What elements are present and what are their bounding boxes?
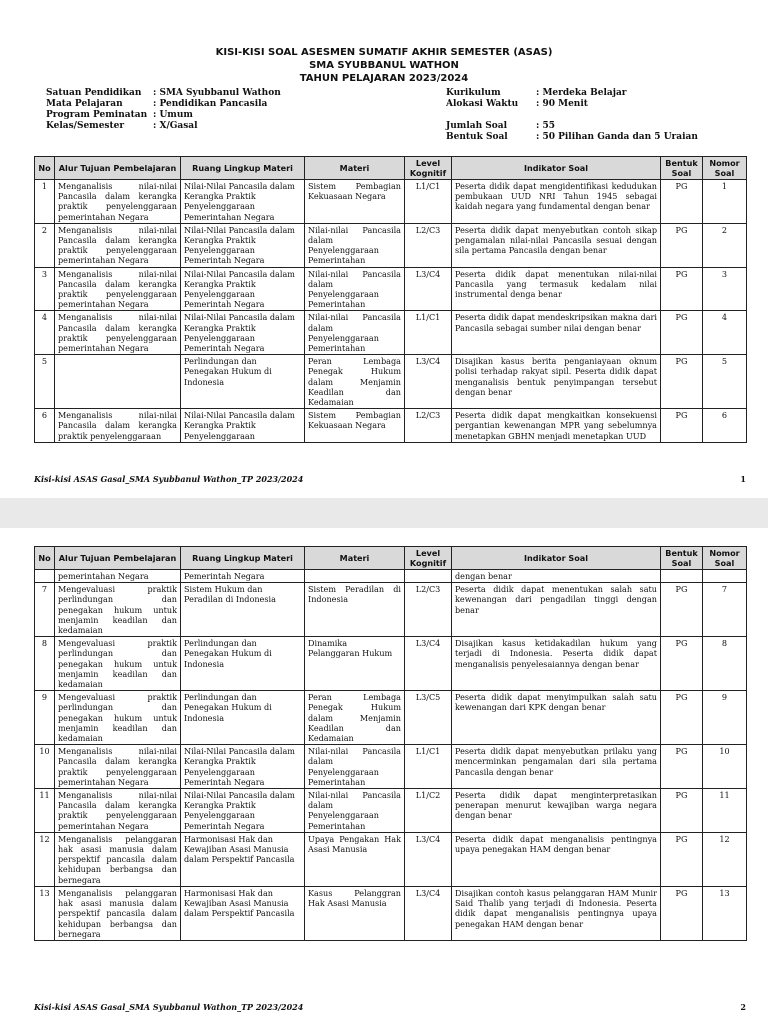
cell-nomor-soal: 2 (703, 223, 747, 267)
header-school: SMA SYUBBANUL WATHON (309, 60, 459, 71)
cell-alur-tujuan: Menganalisis nilai-nilai Pancasila dalam kerangka praktik penyelenggaraan pemerintahan Negara (55, 789, 181, 833)
column-header-indikator: Indikator Soal (452, 157, 661, 180)
column-header-indikator: Indikator Soal (452, 547, 661, 570)
table-row (35, 832, 747, 886)
cell-level-kognitif: L1/C1 (405, 311, 452, 355)
cell-no: 11 (35, 789, 55, 833)
cell-nomor-soal: 9 (703, 691, 747, 745)
meta-left (46, 88, 281, 132)
cell-level-kognitif: L3/C4 (405, 886, 452, 940)
document-header (0, 46, 768, 85)
meta-row (46, 99, 281, 110)
cell-bentuk-soal: PG (661, 223, 703, 267)
cell-ruang-lingkup: Nilai-Nilai Pancasila dalam Kerangka Praktik Penyelenggaraan Pemerintah Negara (181, 267, 305, 311)
cell-level-kognitif: L2/C3 (405, 223, 452, 267)
cell-no: 8 (35, 637, 55, 691)
kisi-kisi-table-page-2 (34, 546, 747, 941)
meta-value: : 50 Pilihan Ganda dan 5 Uraian (536, 132, 698, 142)
meta-row (46, 121, 281, 132)
meta-value: : Umum (153, 110, 193, 120)
table-header-row (35, 157, 747, 180)
cell-ruang-lingkup: Harmonisasi Hak dan Kewajiban Asasi Manusia dalam Perspektif Pancasila (181, 886, 305, 940)
cell-level-kognitif: L3/C4 (405, 267, 452, 311)
cell-no: 3 (35, 267, 55, 311)
cell-bentuk-soal: PG (661, 311, 703, 355)
table-row (35, 355, 747, 409)
cell-materi: Sistem Peradilan di Indonesia (305, 583, 405, 637)
cell-ruang-lingkup: Perlindungan dan Penegakan Hukum di Indonesia (181, 355, 305, 409)
meta-label: Jumlah Soal (446, 121, 508, 131)
meta-label: Mata Pelajaran (46, 99, 123, 109)
column-header-no: No (35, 157, 55, 180)
cell-materi: Peran Lembaga Penegak Hukum dalam Menjamin Keadilan dan Kedamaian (305, 691, 405, 745)
table-row (35, 311, 747, 355)
cell-ruang-lingkup: Harmonisasi Hak dan Kewajiban Asasi Manusia dalam Perspektif Pancasila (181, 832, 305, 886)
column-header-level: Level Kognitif (405, 157, 452, 180)
cell-indikator: Peserta didik dapat menyebutkan contoh sikap pengamalan nilai-nilai Pancasila sesuai dengan sila pertama Pancasila dengan benar (452, 223, 661, 267)
cell-ruang-lingkup: Pemerintah Negara (181, 570, 305, 583)
cell-bentuk-soal: PG (661, 691, 703, 745)
cell-no: 10 (35, 745, 55, 789)
cell-bentuk-soal: PG (661, 409, 703, 443)
cell-indikator: Peserta didik dapat menganalisis pentingnya upaya penegakan HAM dengan benar (452, 832, 661, 886)
column-header-no: No (35, 547, 55, 570)
cell-materi: Nilai-nilai Pancasila dalam Penyelenggaraan Pemerintahan (305, 223, 405, 267)
cell-materi: Peran Lembaga Penegak Hukum dalam Menjamin Keadilan dan Kedamaian (305, 355, 405, 409)
cell-alur-tujuan: Mengevaluasi praktik perlindungan dan penegakan hukum untuk menjamin keadilan dan kedamaian (55, 637, 181, 691)
cell-bentuk-soal: PG (661, 267, 703, 311)
meta-row (446, 132, 698, 143)
meta-row (46, 110, 281, 121)
cell-ruang-lingkup: Perlindungan dan Penegakan Hukum di Indonesia (181, 691, 305, 745)
cell-nomor-soal: 13 (703, 886, 747, 940)
meta-value: : SMA Syubbanul Wathon (153, 88, 281, 98)
cell-ruang-lingkup: Nilai-Nilai Pancasila dalam Kerangka Praktik Penyelenggaraan Pemerintah Negara (181, 745, 305, 789)
cell-indikator: Disajikan kasus berita penganiayaan oknum polisi terhadap rakyat sipil. Peserta didik dapat menganalisis bentuk penyimpangan tersebut dengan benar (452, 355, 661, 409)
cell-alur-tujuan: Menganalisis nilai-nilai Pancasila dalam kerangka praktik penyelenggaraan pemerintahan Negara (55, 180, 181, 224)
table-row (35, 409, 747, 443)
cell-ruang-lingkup: Sistem Hukum dan Peradilan di Indonesia (181, 583, 305, 637)
cell-alur-tujuan: Menganalisis nilai-nilai Pancasila dalam kerangka praktik penyelenggaraan pemerintahan Negara (55, 267, 181, 311)
page-footer (34, 474, 746, 484)
table-body (35, 180, 747, 443)
cell-level-kognitif: L3/C5 (405, 691, 452, 745)
column-header-atp: Alur Tujuan Pembelajaran (55, 157, 181, 180)
page-number: 2 (740, 1002, 746, 1012)
cell-no: 9 (35, 691, 55, 745)
cell-level-kognitif (405, 570, 452, 583)
meta-label: Satuan Pendidikan (46, 88, 142, 98)
cell-alur-tujuan: Menganalisis nilai-nilai Pancasila dalam kerangka praktik penyelenggaraan pemerintahan Negara (55, 745, 181, 789)
cell-alur-tujuan: Menganalisis nilai-nilai Pancasila dalam kerangka praktik penyelenggaraan pemerintahan Negara (55, 311, 181, 355)
table-row (35, 180, 747, 224)
cell-nomor-soal: 12 (703, 832, 747, 886)
meta-row (46, 88, 281, 99)
meta-value: : Pendidikan Pancasila (153, 99, 268, 109)
cell-indikator: Peserta didik dapat menyebutkan prilaku yang mencerminkan pengamalan dari sila pertama Pancasila dengan benar (452, 745, 661, 789)
cell-indikator: Peserta didik dapat menyimpulkan salah satu kewenangan dari KPK dengan benar (452, 691, 661, 745)
cell-indikator: Peserta didik dapat mengidentifikasi kedudukan pembukaan UUD NRI Tahun 1945 sebagai kaidah negara yang fundamental dengan benar (452, 180, 661, 224)
meta-value: : X/Gasal (153, 121, 198, 131)
table-row (35, 583, 747, 637)
cell-indikator: Peserta didik dapat mendeskripsikan makna dari Pancasila sebagai sumber nilai dengan benar (452, 311, 661, 355)
table-header-row (35, 547, 747, 570)
cell-bentuk-soal: PG (661, 180, 703, 224)
cell-bentuk-soal: PG (661, 789, 703, 833)
cell-level-kognitif: L1/C2 (405, 789, 452, 833)
cell-level-kognitif: L3/C4 (405, 637, 452, 691)
cell-no: 7 (35, 583, 55, 637)
column-header-materi: Materi (305, 547, 405, 570)
cell-bentuk-soal: PG (661, 886, 703, 940)
meta-right (446, 88, 698, 143)
meta-value: : Merdeka Belajar (536, 88, 627, 98)
cell-indikator: Disajikan contoh kasus pelanggaran HAM Munir Said Thalib yang terjadi di Indonesia. Peserta didik dapat menganalisis pentingnya upaya penegakan HAM dengan benar (452, 886, 661, 940)
cell-alur-tujuan: pemerintahan Negara (55, 570, 181, 583)
cell-materi: Nilai-nilai Pancasila dalam Penyelenggaraan Pemerintahan (305, 745, 405, 789)
cell-no: 1 (35, 180, 55, 224)
cell-ruang-lingkup: Nilai-Nilai Pancasila dalam Kerangka Praktik Penyelenggaraan Pemerintahan Negara (181, 180, 305, 224)
cell-nomor-soal: 8 (703, 637, 747, 691)
table-row (35, 223, 747, 267)
cell-nomor-soal: 3 (703, 267, 747, 311)
cell-nomor-soal: 6 (703, 409, 747, 443)
column-header-atp: Alur Tujuan Pembelajaran (55, 547, 181, 570)
cell-materi: Sistem Pembagian Kekuasaan Negara (305, 180, 405, 224)
cell-materi: Nilai-nilai Pancasila dalam Penyelenggaraan Pemerintahan (305, 789, 405, 833)
cell-bentuk-soal: PG (661, 832, 703, 886)
cell-level-kognitif: L3/C4 (405, 355, 452, 409)
cell-level-kognitif: L1/C1 (405, 180, 452, 224)
table-row (35, 886, 747, 940)
table-body (35, 570, 747, 941)
cell-nomor-soal: 4 (703, 311, 747, 355)
column-header-bentuk: Bentuk Soal (661, 157, 703, 180)
meta-label: Alokasi Waktu (446, 99, 519, 109)
meta-row (446, 88, 698, 99)
cell-indikator: dengan benar (452, 570, 661, 583)
cell-indikator: Peserta didik dapat menginterpretasikan penerapan menurut kewajiban warga negara dengan benar (452, 789, 661, 833)
cell-bentuk-soal: PG (661, 355, 703, 409)
footer-text: Kisi-kisi ASAS Gasal_SMA Syubbanul Wathon_TP 2023/2024 (34, 1002, 304, 1012)
cell-indikator: Peserta didik dapat menentukan salah satu kewenangan dari pengadilan tinggi dengan benar (452, 583, 661, 637)
cell-nomor-soal: 5 (703, 355, 747, 409)
cell-alur-tujuan: Menganalisis pelanggaran hak asasi manusia dalam perspektif pancasila dalam kehidupan berbangsa dan bernegara (55, 886, 181, 940)
meta-value: : 55 (536, 121, 555, 131)
cell-no: 12 (35, 832, 55, 886)
column-header-level: Level Kognitif (405, 547, 452, 570)
column-header-ruang-lingkup: Ruang Lingkup Materi (181, 157, 305, 180)
cell-bentuk-soal: PG (661, 745, 703, 789)
table-row (35, 789, 747, 833)
cell-nomor-soal: 7 (703, 583, 747, 637)
cell-ruang-lingkup: Nilai-Nilai Pancasila dalam Kerangka Praktik Penyelenggaraan Pemerintah Negara (181, 311, 305, 355)
page-number: 1 (740, 474, 746, 484)
table-row (35, 570, 747, 583)
column-header-nomor: Nomor Soal (703, 157, 747, 180)
cell-no: 6 (35, 409, 55, 443)
cell-nomor-soal: 10 (703, 745, 747, 789)
cell-alur-tujuan: Mengevaluasi praktik perlindungan dan penegakan hukum untuk menjamin keadilan dan kedamaian (55, 691, 181, 745)
footer-text: Kisi-kisi ASAS Gasal_SMA Syubbanul Wathon_TP 2023/2024 (34, 474, 304, 484)
cell-nomor-soal: 11 (703, 789, 747, 833)
cell-alur-tujuan: Menganalisis nilai-nilai Pancasila dalam kerangka praktik penyelenggaraan pemerintahan Negara (55, 223, 181, 267)
page-footer (34, 1002, 746, 1012)
cell-materi: Kasus Pelanggran Hak Asasi Manusia (305, 886, 405, 940)
table-row (35, 745, 747, 789)
cell-no: 13 (35, 886, 55, 940)
kisi-kisi-table-page-1 (34, 156, 747, 443)
cell-materi: Dinamika Pelanggaran Hukum (305, 637, 405, 691)
cell-no: 5 (35, 355, 55, 409)
cell-materi: Nilai-nilai Pancasila dalam Penyelenggaraan Pemerintahan (305, 267, 405, 311)
cell-bentuk-soal: PG (661, 583, 703, 637)
cell-alur-tujuan: Menganalisis pelanggaran hak asasi manusia dalam perspektif pancasila dalam kehidupan berbangsa dan bernegara (55, 832, 181, 886)
cell-materi (305, 570, 405, 583)
table-row (35, 691, 747, 745)
cell-no (35, 570, 55, 583)
meta-row (446, 99, 698, 110)
cell-ruang-lingkup: Nilai-Nilai Pancasila dalam Kerangka Praktik Penyelenggaraan Pemerintah Negara (181, 223, 305, 267)
meta-row (446, 121, 698, 132)
cell-no: 4 (35, 311, 55, 355)
cell-nomor-soal: 1 (703, 180, 747, 224)
cell-nomor-soal (703, 570, 747, 583)
header-title: KISI-KISI SOAL ASESMEN SUMATIF AKHIR SEMESTER (ASAS) (215, 47, 553, 58)
cell-indikator: Disajikan kasus ketidakadilan hukum yang terjadi di Indonesia. Peserta didik dapat menganalisis penyelesaiannya dengan benar (452, 637, 661, 691)
meta-label: Program Peminatan (46, 110, 148, 120)
column-header-bentuk: Bentuk Soal (661, 547, 703, 570)
cell-materi: Sistem Pembagian Kekuasaan Negara (305, 409, 405, 443)
cell-alur-tujuan: Mengevaluasi praktik perlindungan dan penegakan hukum untuk menjamin keadilan dan kedamaian (55, 583, 181, 637)
column-header-ruang-lingkup: Ruang Lingkup Materi (181, 547, 305, 570)
cell-alur-tujuan: Menganalisis nilai-nilai Pancasila dalam kerangka praktik penyelenggaraan (55, 409, 181, 443)
cell-level-kognitif: L2/C3 (405, 409, 452, 443)
meta-label: Kurikulum (446, 88, 501, 98)
cell-no: 2 (35, 223, 55, 267)
cell-bentuk-soal: PG (661, 637, 703, 691)
cell-level-kognitif: L2/C3 (405, 583, 452, 637)
cell-level-kognitif: L1/C1 (405, 745, 452, 789)
column-header-nomor: Nomor Soal (703, 547, 747, 570)
cell-materi: Nilai-nilai Pancasila dalam Penyelenggaraan Pemerintahan (305, 311, 405, 355)
meta-label: Kelas/Semester (46, 121, 125, 131)
cell-bentuk-soal (661, 570, 703, 583)
cell-indikator: Peserta didik dapat mengkaitkan konsekuensi pergantian kewenangan MPR yang sebelumnya menetapkan GBHN menjadi menetapkan UUD (452, 409, 661, 443)
column-header-materi: Materi (305, 157, 405, 180)
meta-label: Bentuk Soal (446, 132, 508, 142)
cell-indikator: Peserta didik dapat menentukan nilai-nilai Pancasila yang termasuk kedalam nilai instrumental denga benar (452, 267, 661, 311)
document-page-1 (0, 0, 768, 498)
document-page-2 (0, 528, 768, 1024)
table-row (35, 267, 747, 311)
cell-ruang-lingkup: Nilai-Nilai Pancasila dalam Kerangka Praktik Penyelenggaraan (181, 409, 305, 443)
cell-ruang-lingkup: Perlindungan dan Penegakan Hukum di Indonesia (181, 637, 305, 691)
cell-materi: Upaya Pengakan Hak Asasi Manusia (305, 832, 405, 886)
cell-level-kognitif: L3/C4 (405, 832, 452, 886)
table-row (35, 637, 747, 691)
cell-ruang-lingkup: Nilai-Nilai Pancasila dalam Kerangka Praktik Penyelenggaraan Pemerintah Negara (181, 789, 305, 833)
header-year: TAHUN PELAJARAN 2023/2024 (299, 73, 469, 84)
meta-value: : 90 Menit (536, 99, 588, 109)
cell-alur-tujuan (55, 355, 181, 409)
